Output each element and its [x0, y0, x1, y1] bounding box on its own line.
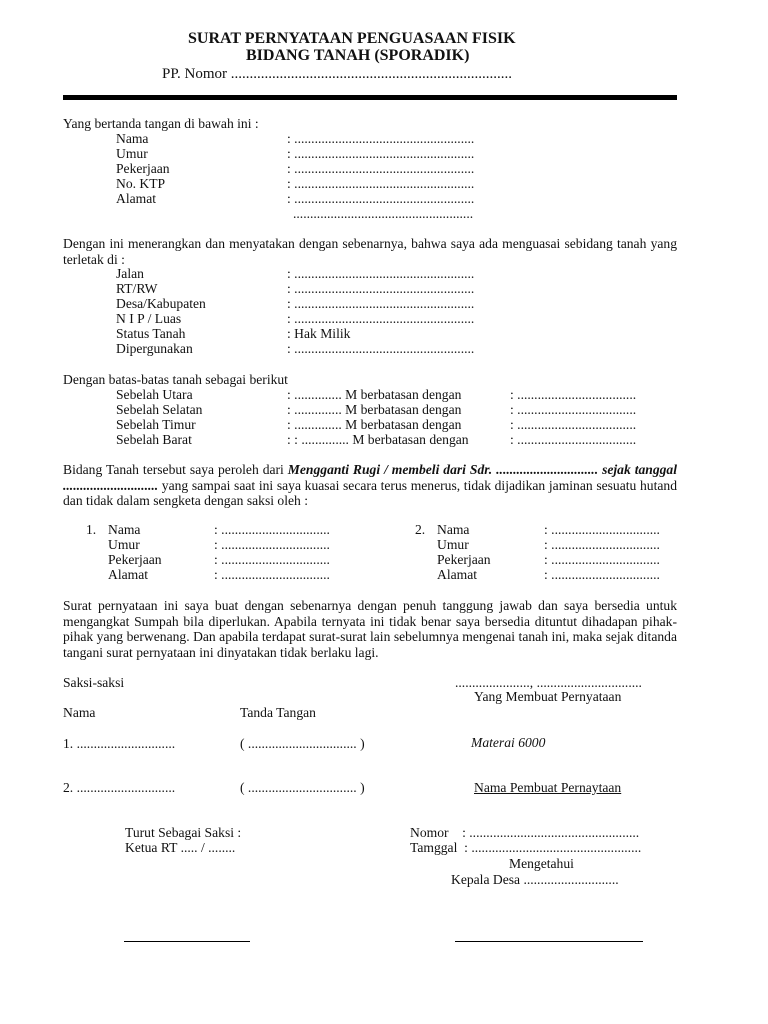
witness-label: Pekerjaan — [437, 552, 491, 567]
border-label: Sebelah Barat — [116, 432, 192, 447]
acquisition-source: Mengganti Rugi / membeli dari Sdr. .............................. — [287, 462, 599, 477]
turut-saksi: Turut Sebagai Saksi : — [125, 825, 242, 840]
pp-nomor: PP. Nomor ........................................................................... — [162, 66, 513, 82]
maker-label: Yang Membuat Pernyataan — [474, 689, 622, 704]
land-label: Jalan — [116, 266, 144, 281]
statement-paragraph: Surat pernyataan ini saya buat dengan sebenarnya dengan penuh tanggung jawab dan saya bersedia untuk mengangkat Sumpah bila diperlukan. Apabila ternyata ini tidak benar saya bersedia dituntut dihadapan pihak-pihak yang berwenang. Dan apabila terdapat surat-surat lain sebelumnya mengenai tanah ini, maka sejak ditanda tangani surat pernyataan ini dinyatakan tidak berlaku lagi. — [63, 598, 677, 660]
acquisition-text: Bidang Tanah tersebut saya peroleh dari — [63, 462, 288, 477]
land-label: Status Tanah — [116, 326, 186, 341]
land-value: : ..................................................... — [287, 341, 475, 356]
border-neighbor: : ................................... — [510, 432, 637, 447]
witness-label: Alamat — [108, 567, 149, 582]
witness-value: : ................................ — [544, 567, 660, 582]
acquisition-rest: yang sampai saat ini saya kuasai secara terus menerus, tidak dijadikan jaminan sesuatu hutand dan tidak dalam sengketa dengan saksi oleh : — [63, 477, 677, 508]
identity-label: Nama — [116, 131, 149, 146]
document-subtitle: BIDANG TANAH (SPORADIK) — [246, 47, 470, 64]
land-value: : ..................................................... — [287, 311, 475, 326]
identity-value: : ..................................................... — [287, 146, 475, 161]
witness-value: : ................................ — [544, 552, 660, 567]
witness-1-name: 1. ............................. — [63, 736, 176, 751]
witnesses-heading: Saksi-saksi — [63, 675, 125, 690]
identity-label: Pekerjaan — [116, 161, 170, 176]
land-value: : ..................................................... — [287, 281, 475, 296]
border-label: Sebelah Selatan — [116, 402, 203, 417]
borders-intro: Dengan batas-batas tanah sebagai berikut — [63, 372, 288, 387]
kepala-desa-signature-line — [455, 941, 643, 942]
witness-label: Pekerjaan — [108, 552, 162, 567]
land-label: N I P / Luas — [116, 311, 182, 326]
stamp-duty-label: Materai 6000 — [471, 735, 546, 750]
column-signature: Tanda Tangan — [240, 705, 316, 720]
kepala-desa: Kepala Desa ............................ — [451, 872, 619, 887]
witness-label: Alamat — [437, 567, 478, 582]
land-value: : ..................................................... — [287, 296, 475, 311]
acquisition-paragraph — [63, 462, 677, 509]
border-value: : .............. M berbatasan dengan — [287, 417, 462, 432]
document-title: SURAT PERNYATAAN PENGUASAAN FISIK — [188, 30, 516, 47]
nomor-field: Nomor : .................................................. — [410, 825, 640, 840]
witness-label: Umur — [108, 537, 140, 552]
witness-value: : ................................ — [544, 522, 660, 537]
identity-value: : ..................................................... — [287, 131, 475, 146]
land-value: : Hak Milik — [287, 326, 351, 341]
land-intro: Dengan ini menerangkan dan menyatakan dengan sebenarnya, bahwa saya ada menguasai sebidang tanah yang terletak di : — [63, 236, 677, 267]
border-value: : .............. M berbatasan dengan — [287, 387, 462, 402]
border-neighbor: : ................................... — [510, 402, 637, 417]
identity-address-extra: ..................................................... — [293, 206, 474, 221]
identity-label: Umur — [116, 146, 148, 161]
witness-label: Umur — [437, 537, 469, 552]
witness-value: : ................................ — [214, 522, 330, 537]
identity-value: : ..................................................... — [287, 176, 475, 191]
witness-2-name: 2. ............................. — [63, 780, 176, 795]
mengetahui: Mengetahui — [509, 856, 574, 871]
identity-label: Alamat — [116, 191, 157, 206]
witness-label: Nama — [108, 522, 141, 537]
land-label: Desa/Kabupaten — [116, 296, 206, 311]
witness-value: : ................................ — [544, 537, 660, 552]
witness-number: 1. — [86, 522, 97, 537]
header-divider — [63, 95, 677, 100]
witness-2-signature: ( ................................ ) — [240, 780, 365, 795]
witness-value: : ................................ — [214, 537, 330, 552]
place-date: ......................, ............................... — [455, 675, 642, 690]
witness-label: Nama — [437, 522, 470, 537]
witness-1-signature: ( ................................ ) — [240, 736, 365, 751]
column-name: Nama — [63, 705, 96, 720]
identity-label: No. KTP — [116, 176, 166, 191]
identity-value: : ..................................................... — [287, 161, 475, 176]
witness-value: : ................................ — [214, 567, 330, 582]
border-label: Sebelah Utara — [116, 387, 193, 402]
land-value: : ..................................................... — [287, 266, 475, 281]
identity-intro: Yang bertanda tangan di bawah ini : — [63, 116, 259, 131]
witness-value: : ................................ — [214, 552, 330, 567]
acquisition-since: sejak tanggal ............................ — [63, 462, 678, 493]
tanggal-field: Tamggal : .................................................. — [410, 840, 642, 855]
rt-signature-line — [124, 941, 250, 942]
identity-value: : ..................................................... — [287, 191, 475, 206]
border-neighbor: : ................................... — [510, 417, 637, 432]
land-label: RT/RW — [116, 281, 158, 296]
border-value: : .............. M berbatasan dengan — [287, 402, 462, 417]
witness-number: 2. — [415, 522, 426, 537]
border-value: : : .............. M berbatasan dengan — [287, 432, 469, 447]
border-label: Sebelah Timur — [116, 417, 196, 432]
maker-name: Nama Pembuat Pernaytaan — [474, 780, 622, 795]
land-label: Dipergunakan — [116, 341, 193, 356]
ketua-rt: Ketua RT ..... / ........ — [125, 840, 236, 855]
border-neighbor: : ................................... — [510, 387, 637, 402]
